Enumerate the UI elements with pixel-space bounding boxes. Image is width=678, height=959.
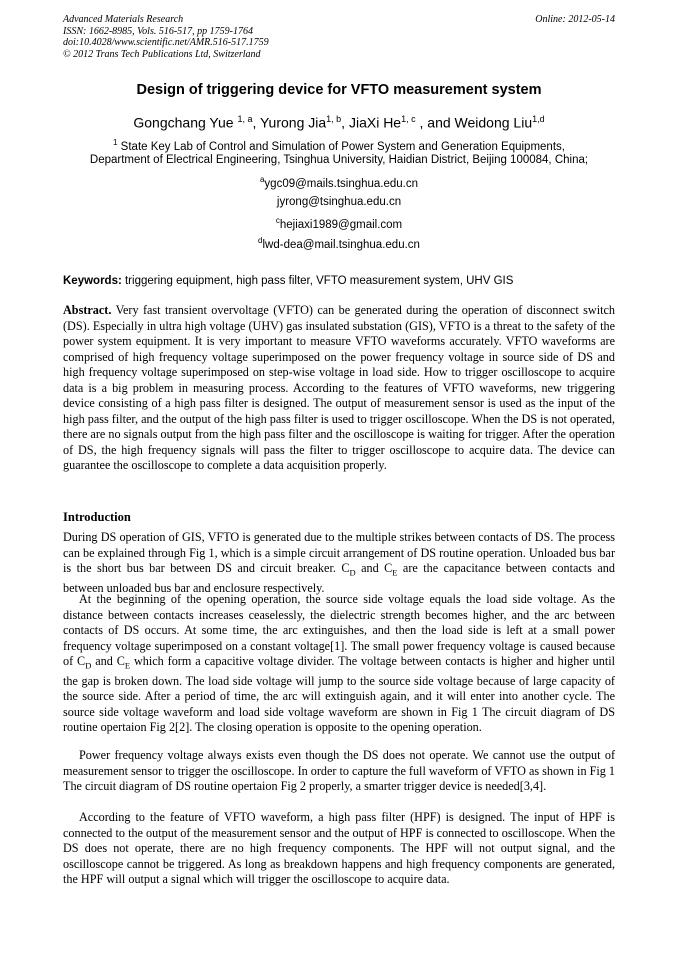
author-affiliation-mark: 1,d	[532, 114, 545, 124]
keywords-text: triggering equipment, high pass filter, VFTO measurement system, UHV GIS	[121, 275, 514, 287]
intro-paragraph-2: At the beginning of the opening operation, the source side voltage equals the load side voltage. As the distance between contacts increases ceaselessly, the dielectric strength becomes higher, and the arc between contacts of DS occurs. At some time, the arc extinguishes, and then the load side is left at a small power frequency voltage superimposed on a constant voltage[1]. The small power frequency voltage is caused because of $C_D$ and $C_E$ which form a capacitive voltage divider. The voltage between contacts is higher and higher until the gap is broken down. The load side voltage will jump to the source side voltage because of large capacity of the source side. After a period of time, the arc will extinguish again, and it will enter into another cycle. The source side voltage waveform and load side voltage waveform are shown in Fig 1 The circuit diagram of DS routine opertaion Fig 2[2]. The closing operation is opposite to the opening operation.	[63, 592, 616, 735]
publication-info	[63, 14, 615, 60]
email-d: $^d$lwd-dea@mail.tsinghua.edu.cn	[258, 236, 420, 251]
issn-line: ISSN: 1662-8985, Vols. 516-517, pp 1759-1764	[63, 25, 253, 37]
keywords	[63, 275, 623, 287]
affiliation-line-1: $^1$ State Key Lab of Control and Simulation of Power System and Generation Equipments,	[113, 138, 565, 153]
author-affiliation-mark: 1, b	[326, 114, 342, 124]
affiliation-line-2: Department of Electrical Engineering, Tsinghua University, Haidian District, Beijing 100084, China;	[89, 154, 589, 166]
introduction-heading: Introduction	[63, 510, 131, 524]
email-c: $^c$hejiaxi1989@gmail.com	[275, 216, 403, 231]
journal-name: Advanced Materials Research	[63, 14, 184, 25]
author-name: Gongchang Yue	[133, 114, 234, 131]
copyright-line: © 2012 Trans Tech Publications Ltd, Switzerland	[63, 48, 261, 60]
email-b: jyrong@tsinghua.edu.cn	[276, 196, 402, 208]
author-name: Weidong Liu	[454, 114, 533, 131]
author-separator: , and	[415, 114, 455, 131]
keywords-label: Keywords:	[63, 275, 122, 287]
author-affiliation-mark: 1, c	[401, 114, 416, 124]
author-separator: ,	[252, 114, 260, 131]
intro-paragraph-4: According to the feature of VFTO waveform, a high pass filter (HPF) is designed. The input of HPF is connected to the output of the measurement sensor and the output of HPF is connected to oscilloscope. When the DS does not operate, there are no high frequency components. The HPF will not output signal, and the oscilloscope cannot be triggered. As long as breakdown happens and high frequency components are generated, the HPF will output a signal which will trigger the oscilloscope to acquire data.	[63, 810, 615, 886]
email-a: $^a$ygc09@mails.tsinghua.edu.cn	[259, 175, 419, 190]
intro-paragraph-1: During DS operation of GIS, VFTO is generated due to the multiple strikes between contacts of DS. The process can be explained through Fig 1, which is a simple circuit arrangement of DS routine operation. Unloaded bus bar is the short bus bar between DS and circuit breaker. $C_D$ and $C_E$ are the capacitance between contacts and between unloaded bus bar and enclosure respectively.	[63, 530, 615, 595]
abstract-text: Very fast transient overvoltage (VFTO) can be generated during the operation of disconnect switch (DS). Especially in ultra high voltage (UHV) gas insulated substation (GIS), VFTO is a threat to the safety of the power system equipment. It is very important to measure VFTO waveforms accurately. VFTO waveforms are comprised of high frequency voltage superimposed on the power frequency voltage in source side of DS and high frequency voltage superimposed on step-wise voltage in load side. How to trigger oscilloscope to acquire data is a big problem in measuring process. According to the features of VFTO waveforms, new triggering device consisting of a high pass filter is designed. The output of measurement sensor is used as the input of the high pass filter, and the output of the high pass filter is used to trigger oscilloscope. When the DS is not operated, there are no signals output from the high pass filter and the oscilloscope is waiting for trigger. After the operation of DS, the high frequency signals will pass the filter to trigger oscilloscope to acquire data. The device can guarantee the oscilloscope to complete a data acquisition properly.	[63, 303, 615, 472]
intro-paragraph-3: Power frequency voltage always exists even though the DS does not operate. We cannot use the output of measurement sensor to trigger the oscilloscope. In order to capture the full waveform of VFTO as shown in Fig 1 The circuit diagram of DS routine opertaion Fig 2 properly, a smarter trigger device is needed[3,4].	[63, 748, 615, 793]
author-list	[0, 114, 678, 131]
affiliation-mark: 1	[113, 138, 118, 147]
doi-line: doi:10.4028/www.scientific.net/AMR.516-517.1759	[63, 37, 269, 48]
author-separator: ,	[341, 114, 349, 131]
paper-title: Design of triggering device for VFTO measurement system	[136, 82, 542, 98]
running-header	[63, 14, 615, 60]
abstract-paragraph	[63, 303, 615, 474]
online-date: Online: 2012-05-14	[535, 14, 615, 25]
author-name: JiaXi He	[348, 114, 402, 131]
author-name: Yurong Jia	[259, 114, 327, 131]
abstract-label: Abstract.	[63, 303, 112, 317]
author-affiliation-mark: 1, a	[237, 114, 253, 124]
